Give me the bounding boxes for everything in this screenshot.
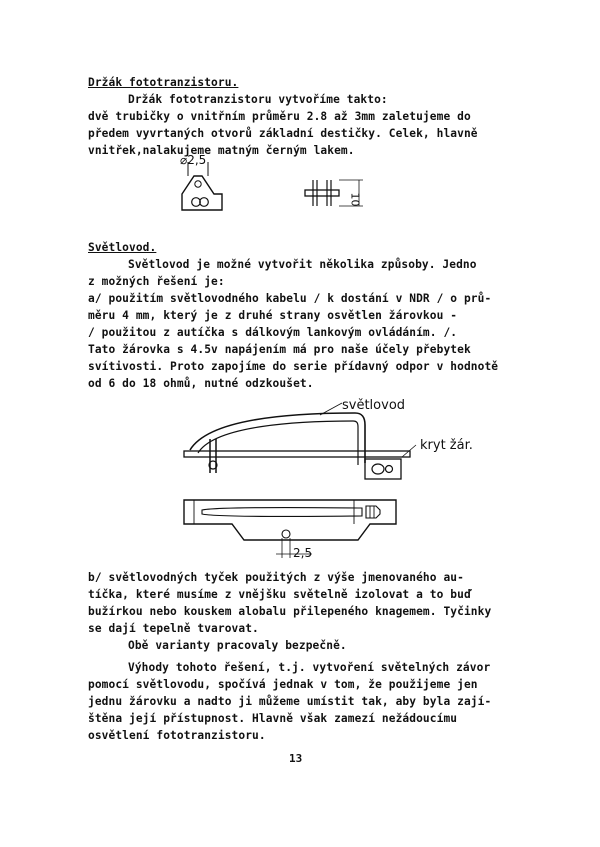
section-heading-drzak: Držák fototranzistoru. xyxy=(88,76,239,89)
paragraph-line: Tato žárovka s 4.5v napájením má pro naše účely přebytek xyxy=(88,343,471,356)
dimension-label: 2,5 xyxy=(293,546,313,560)
paragraph-line: jednu žárovku a nadto ji můžeme umístit tak, aby byla zají- xyxy=(88,695,492,708)
paragraph-line: z možných řešení je: xyxy=(88,275,225,288)
paragraph-line: b/ světlovodných tyček použitých z výše jmenovaného au- xyxy=(88,571,464,584)
paragraph-line: dvě trubičky o vnitřním průměru 2.8 až 3mm zaletujeme do xyxy=(88,110,471,123)
paragraph-line: osvětlení fototranzistoru. xyxy=(88,729,266,742)
paragraph-line: Obě varianty pracovaly bezpečně. xyxy=(128,639,347,652)
paragraph-line: předem vyvrtaných otvorů základní destičky. Celek, hlavně xyxy=(88,127,478,140)
paragraph-line: pomocí světlovodu, spočívá jednak v tom, že použijeme jen xyxy=(88,678,478,691)
paragraph-line: se dají tepelně tvarovat. xyxy=(88,622,259,635)
paragraph-line: Výhody tohoto řešení, t.j. vytvoření světelných závor xyxy=(128,661,491,674)
paragraph-line: bužírkou nebo kouskem alobalu přilepeného knagemem. Tyčinky xyxy=(88,605,492,618)
paragraph-line: štěna její přístupnost. Hlavně však zamezí nežádoucímu xyxy=(88,712,458,725)
page-number: 13 xyxy=(289,752,303,765)
light-guide-label: světlovod xyxy=(342,398,406,413)
bulb-cover-label: kryt žár. xyxy=(420,438,473,453)
dimension-height-label: 10 xyxy=(348,192,362,207)
paragraph-line: Světlovod je možné vytvořit několika způsoby. Jedno xyxy=(128,258,477,271)
paragraph-line: a/ použitím světlovodného kabelu / k dostání v NDR / o prů- xyxy=(88,292,492,305)
paragraph-line: svítivosti. Proto zapojíme do serie přídavný odpor v hodnotě xyxy=(88,360,499,373)
paragraph-line: Držák fototranzistoru vytvoříme takto: xyxy=(128,93,388,106)
section-heading-svetlovod: Světlovod. xyxy=(88,241,157,254)
paragraph-line: tíčka, které musíme z vnějšku světelně izolovat a to buď xyxy=(88,588,471,601)
paragraph-line: měru 4 mm, který je z druhé strany osvětlen žárovkou - xyxy=(88,309,458,322)
paragraph-line: od 6 do 18 ohmů, nutné odzkoušet. xyxy=(88,377,314,390)
holder-side-view-figure xyxy=(295,178,385,223)
paragraph-line: vnitřek,nalakujeme matným černým lakem. xyxy=(88,144,355,157)
paragraph-line: / použitou z autíčka s dálkovým lankovým ovládáním. /. xyxy=(88,326,458,339)
dimension-diameter-label: ⌀2,5 xyxy=(180,153,207,167)
